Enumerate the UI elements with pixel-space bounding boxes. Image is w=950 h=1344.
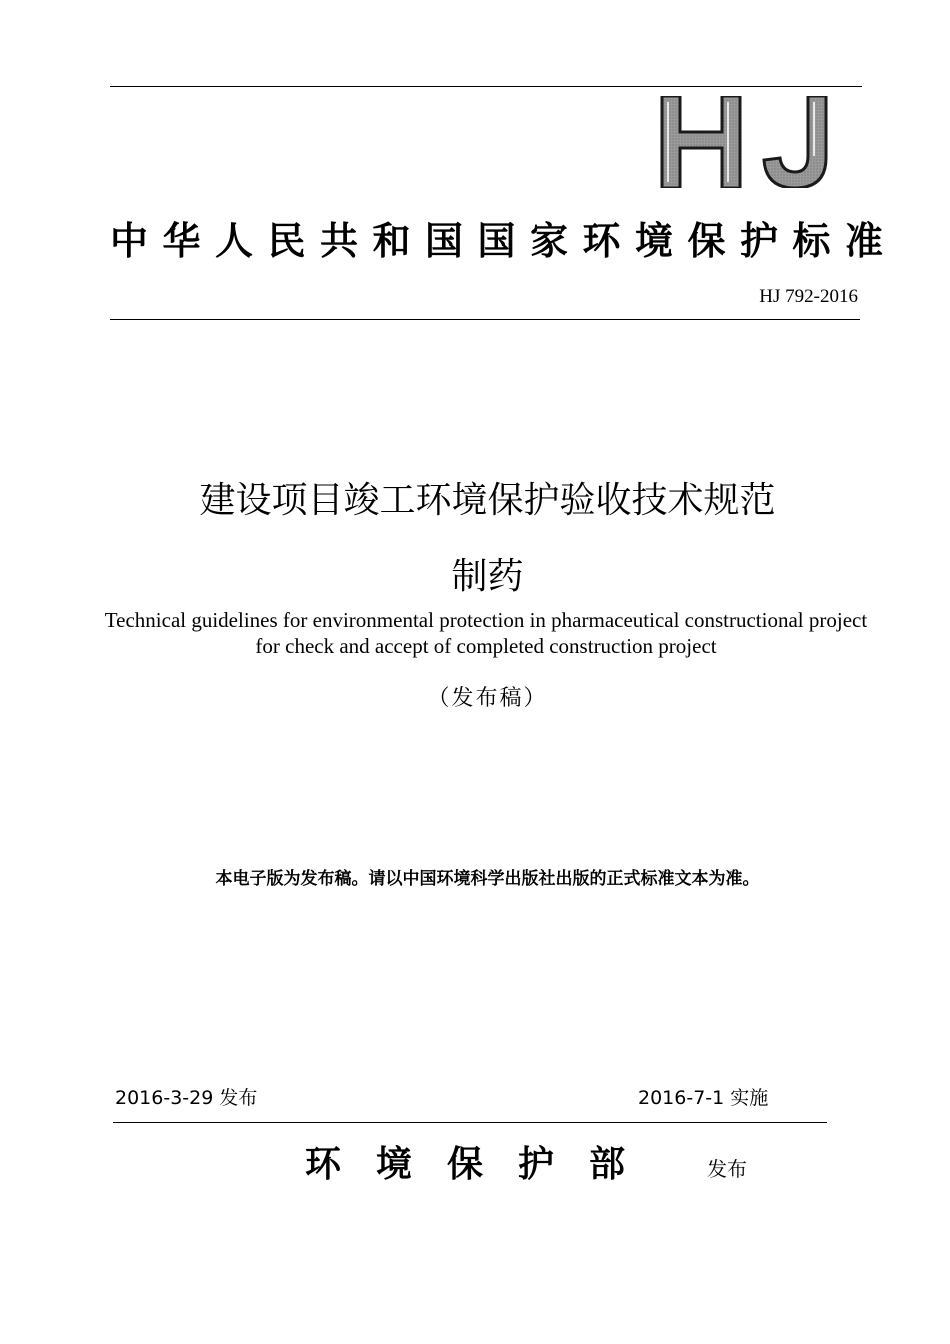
issue-date: 2016-3-29 发布: [115, 1087, 258, 1109]
footer-rule: [113, 1122, 827, 1123]
english-title: Technical guidelines for environmental protection in pharmaceutical constructional project for check and accept of completed construction project: [104, 608, 868, 658]
header-bottom-rule: [110, 319, 860, 320]
logo-letter-h: [662, 96, 740, 188]
header-top-rule: [110, 86, 862, 87]
document-title: 建设项目竣工环境保护验收技术规范: [199, 480, 776, 521]
document-subtitle: 制药: [451, 556, 524, 597]
national-standard-title: 中华人民共和国国家环境保护标准: [110, 219, 898, 263]
issuer-suffix: 发布: [707, 1157, 747, 1181]
release-label: （发布稿）: [427, 686, 548, 711]
implementation-date: 2016-7-1 实施: [638, 1087, 769, 1109]
issuer-name: 环境保护部: [305, 1144, 661, 1185]
standard-number: HJ 792-2016: [759, 286, 858, 307]
hj-logo: [660, 96, 830, 188]
edition-notice: 本电子版为发布稿。请以中国环境科学出版社出版的正式标准文本为准。: [215, 869, 760, 889]
logo-letter-j: [764, 96, 826, 188]
